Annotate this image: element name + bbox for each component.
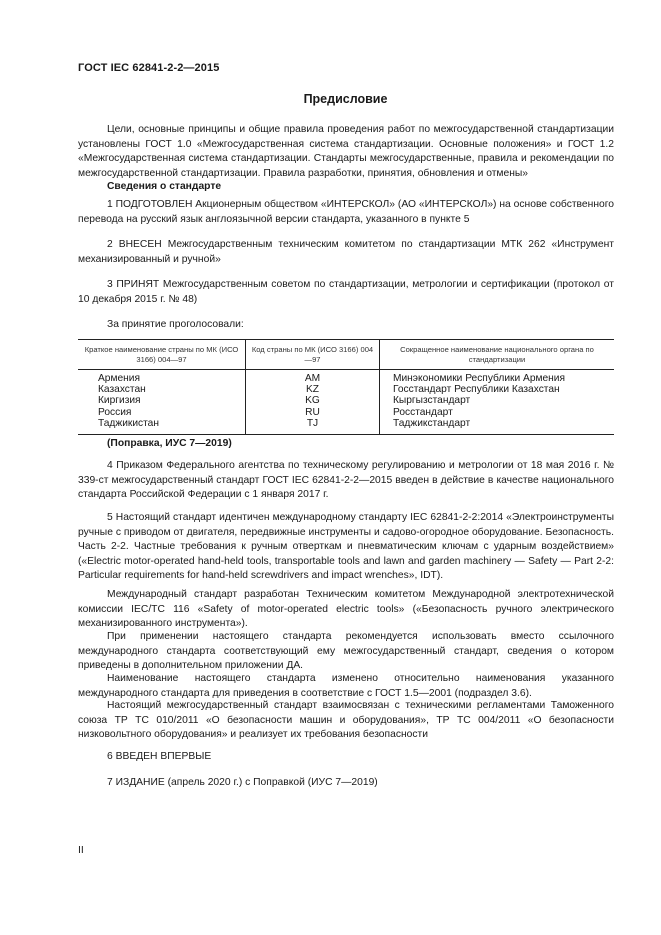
voted-label: За принятие проголосовали:	[107, 319, 244, 330]
country-code: AM	[304, 373, 321, 384]
item-5-developer-paragraph: Международный стандарт разработан Техническим комитетом Международной электротехнической комиссии IEC/TC 116 «Safety of motor-operated electric tools» («Безопасность ручного электрического механизированного инструмента»).	[78, 589, 614, 630]
item-7-paragraph: 7 ИЗДАНИЕ (апрель 2020 г.) с Поправкой (ИУС 7—2019)	[107, 777, 378, 788]
item-5-regulations-paragraph: Настоящий межгосударственный стандарт взаимосвязан с техническими регламентами Таможенного союза ТР ТС 010/2011 «О безопасности машин и оборудования», ТР ТС 004/2011 «О безопасности низковольтного оборудования» и реализует их требования безопасности	[78, 700, 614, 741]
item-5-paragraph: 5 Настоящий стандарт идентичен международному стандарту IEC 62841-2-2:2014 «Электроинструменты ручные с приводом от двигателя, передвижные инструменты и садово-огородное оборудование. Безопасность. Часть 2-2. Частные требования к ручным отверткам и пневматическим ключам с ударным воздействием» («Electric motor-operated hand-held tools, transportable tools and lawn and garden machinery — Safety — Part 2-2: Particular requirements for hand-held screwdrivers and impact wrenches», IDT).	[78, 512, 614, 582]
document-header: ГОСТ IEC 62841-2-2—2015	[78, 62, 220, 74]
item-2-paragraph: 2 ВНЕСЕН Межгосударственным техническим комитетом по стандартизации МТК 262 «Инструмент механизированный и ручной»	[78, 239, 614, 265]
country-code: KG	[305, 395, 320, 407]
standards-body: Госстандарт Республики Казахстан	[393, 384, 560, 396]
standards-bodies-cell	[380, 370, 615, 435]
country-name: Армения	[98, 373, 140, 384]
page-number: II	[78, 844, 84, 856]
amendment-note: (Поправка, ИУС 7—2019)	[107, 438, 232, 449]
country-name: Таджикистан	[98, 417, 159, 429]
item-4-paragraph: 4 Приказом Федерального агентства по техническому регулированию и метрологии от 18 мая 2016 г. № 339-ст межгосударственный стандарт ГОСТ IEC 62841-2-2—2015 введен в действие в качестве национального стандарта Российской Федерации с 1 января 2017 г.	[78, 460, 614, 501]
table-body-row	[78, 370, 614, 435]
country-codes-cell	[246, 370, 380, 435]
country-code: KZ	[305, 384, 320, 396]
standards-body: Минэкономики Республики Армения	[393, 373, 565, 384]
country-code: TJ	[306, 417, 319, 429]
standards-body: Таджикстандарт	[393, 417, 471, 429]
column-header-country: Краткое наименование страны по МК (ИСО 3166) 004—97	[78, 340, 246, 370]
country-name: Казахстан	[98, 384, 146, 396]
country-name: Киргизия	[98, 395, 141, 407]
table-header-row	[78, 340, 614, 370]
standards-body: Росстандарт	[393, 406, 453, 418]
page-title: Предисловие	[303, 92, 388, 106]
item-1-paragraph: 1 ПОДГОТОВЛЕН Акционерным обществом «ИНТЕРСКОЛ» (АО «ИНТЕРСКОЛ») на основе собственного перевода на русский язык англоязычной версии стандарта, указанного в пункте 5	[78, 199, 614, 225]
info-heading: Сведения о стандарте	[107, 181, 222, 192]
standards-body: Кыргызстандарт	[393, 395, 471, 407]
intro-paragraph: Цели, основные принципы и общие правила проведения работ по межгосударственной стандартизации установлены ГОСТ 1.0 «Межгосударственная система стандартизации. Основные положения» и ГОСТ 1.2 «Межгосударственная система стандартизации. Стандарты межгосударственные, правила и рекомендации по межгосударственной стандартизации. Правила разработки, принятия, обновления и отмены»	[78, 124, 614, 179]
voting-table	[78, 339, 614, 435]
country-names-cell	[78, 370, 246, 435]
item-5-reference-paragraph: При применении настоящего стандарта рекомендуется использовать вместо ссылочного международного стандарта соответствующий ему межгосударственный стандарт, сведения о котором приведены в дополнительном приложении ДА.	[78, 631, 614, 672]
country-code: RU	[305, 406, 320, 418]
country-name: Россия	[98, 406, 132, 418]
item-3-paragraph: 3 ПРИНЯТ Межгосударственным советом по стандартизации, метрологии и сертификации (протокол от 10 декабря 2015 г. № 48)	[78, 279, 614, 305]
item-6-paragraph: 6 ВВЕДЕН ВПЕРВЫЕ	[107, 751, 212, 762]
column-header-body: Сокращенное наименование национального органа по стандартизации	[380, 340, 615, 370]
column-header-code: Код страны по МК (ИСО 3166) 004—97	[246, 340, 380, 370]
item-5-name-paragraph: Наименование настоящего стандарта изменено относительно наименования указанного международного стандарта для приведения в соответствие с ГОСТ 1.5—2001 (подраздел 3.6).	[78, 673, 614, 699]
